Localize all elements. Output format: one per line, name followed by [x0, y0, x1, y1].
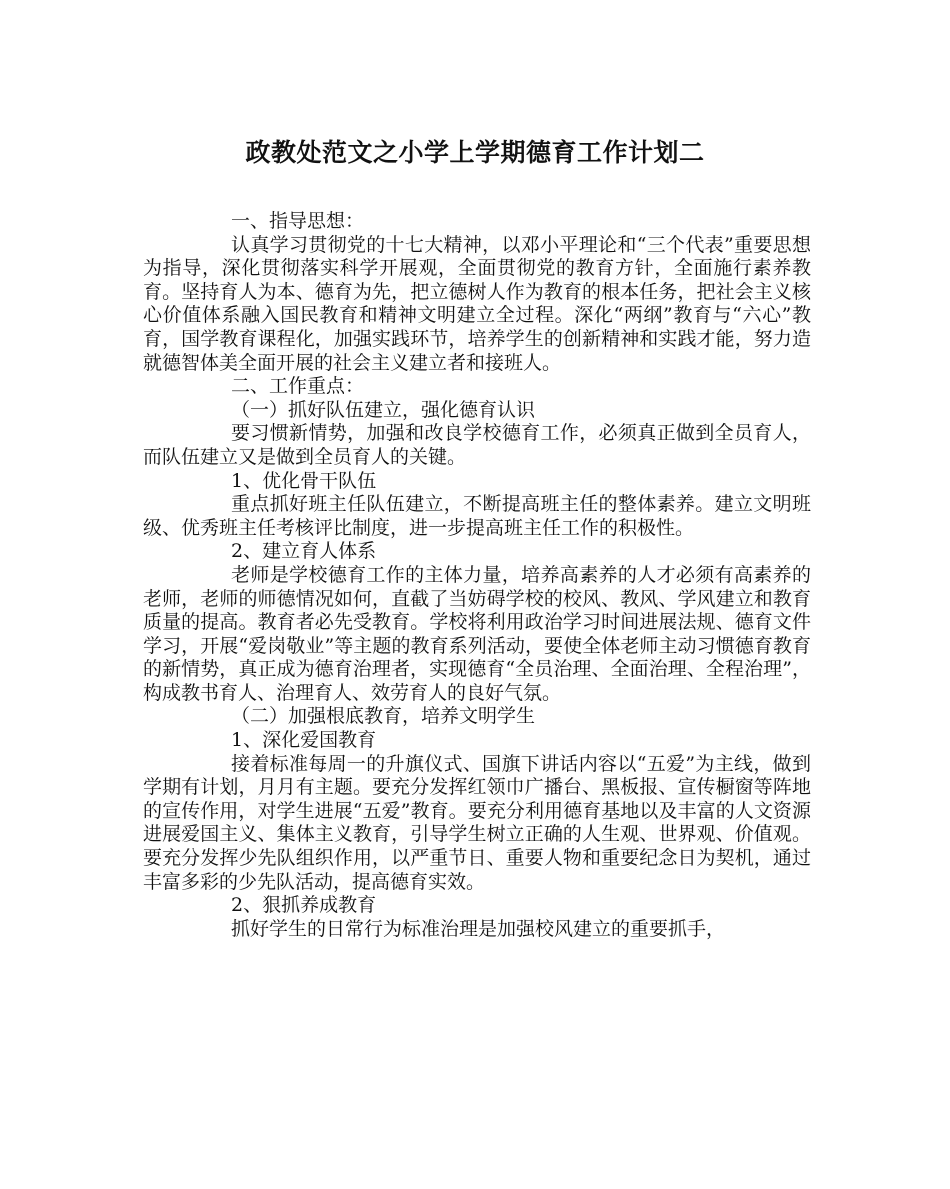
- paragraph-education-system: 老师是学校德育工作的主体力量，培养高素养的人才必须有高素养的老师，老师的师德情况如何，直截了当妨碍学校的校风、教风、学风建立和教育质量的提高。教育者必先受教育。学校将利用政治学习时间进展法规、德育文件学习，开展“爱岗敬业”等主题的教育系列活动，要使全体老师主动习惯德育教育的新情势，真正成为德育治理者，实现德育“全员治理、全面治理、全程治理”，构成教书育人、治理育人、效劳育人的良好气氛。: [143, 563, 811, 704]
- paragraph-patriotic-education: 接着标准每周一的升旗仪式、国旗下讲话内容以“五爱”为主线，做到学期有计划，月月有主题。要充分发挥红领巾广播台、黑板报、宣传橱窗等阵地的宣传作用，对学生进展“五爱”教育。要充分利用德育基地以及丰富的人文资源进展爱国主义、集体主义教育，引导学生树立正确的人生观、世界观、价值观。要充分发挥少先队组织作用，以严重节日、重要人物和重要纪念日为契机，通过丰富多彩的少先队活动，提高德育实效。: [143, 752, 811, 893]
- item-heading-habit-education: 2、狠抓养成教育: [231, 894, 377, 917]
- item-heading-education-system: 2、建立育人体系: [231, 540, 377, 563]
- paragraph-guiding-ideology: 认真学习贯彻党的十七大精神，以邓小平理论和“三个代表”重要思想为指导，深化贯彻落实科学开展观，全面贯彻党的教育方针，全面施行素养教育。坚持育人为本、德育为先，把立德树人作为教育的根本任务，把社会主义核心价值体系融入国民教育和精神文明建立全过程。深化“两纲”教育与“六心”教育，国学教育课程化，加强实践环节，培养学生的创新精神和实践才能，努力造就德智体美全面开展的社会主义建立者和接班人。: [143, 233, 811, 374]
- document-body: [143, 210, 811, 941]
- item-heading-patriotic-education: 1、深化爱国教育: [231, 729, 377, 752]
- paragraph-team-building: 要习惯新情势，加强和改良学校德育工作，必须真正做到全员育人，而队伍建立又是做到全员育人的关键。: [143, 422, 811, 468]
- paragraph-optimize-team: 重点抓好班主任队伍建立，不断提高班主任的整体素养。建立文明班级、优秀班主任考核评比制度，进一步提高班主任工作的积极性。: [143, 493, 811, 539]
- paragraph-habit-education: 抓好学生的日常行为标准治理是加强校风建立的重要抓手，: [231, 917, 726, 940]
- document-title: 政教处范文之小学上学期德育工作计划二: [245, 138, 705, 167]
- section-heading-guiding-ideology: 一、指导思想：: [231, 210, 365, 232]
- subsection-heading-team-building: （一）抓好队伍建立，强化德育认识: [231, 398, 536, 421]
- section-heading-work-focus: 二、工作重点：: [231, 375, 365, 398]
- subsection-heading-basic-education: （二）加强根底教育，培养文明学生: [231, 705, 536, 728]
- item-heading-optimize-team: 1、优化骨干队伍: [231, 469, 377, 492]
